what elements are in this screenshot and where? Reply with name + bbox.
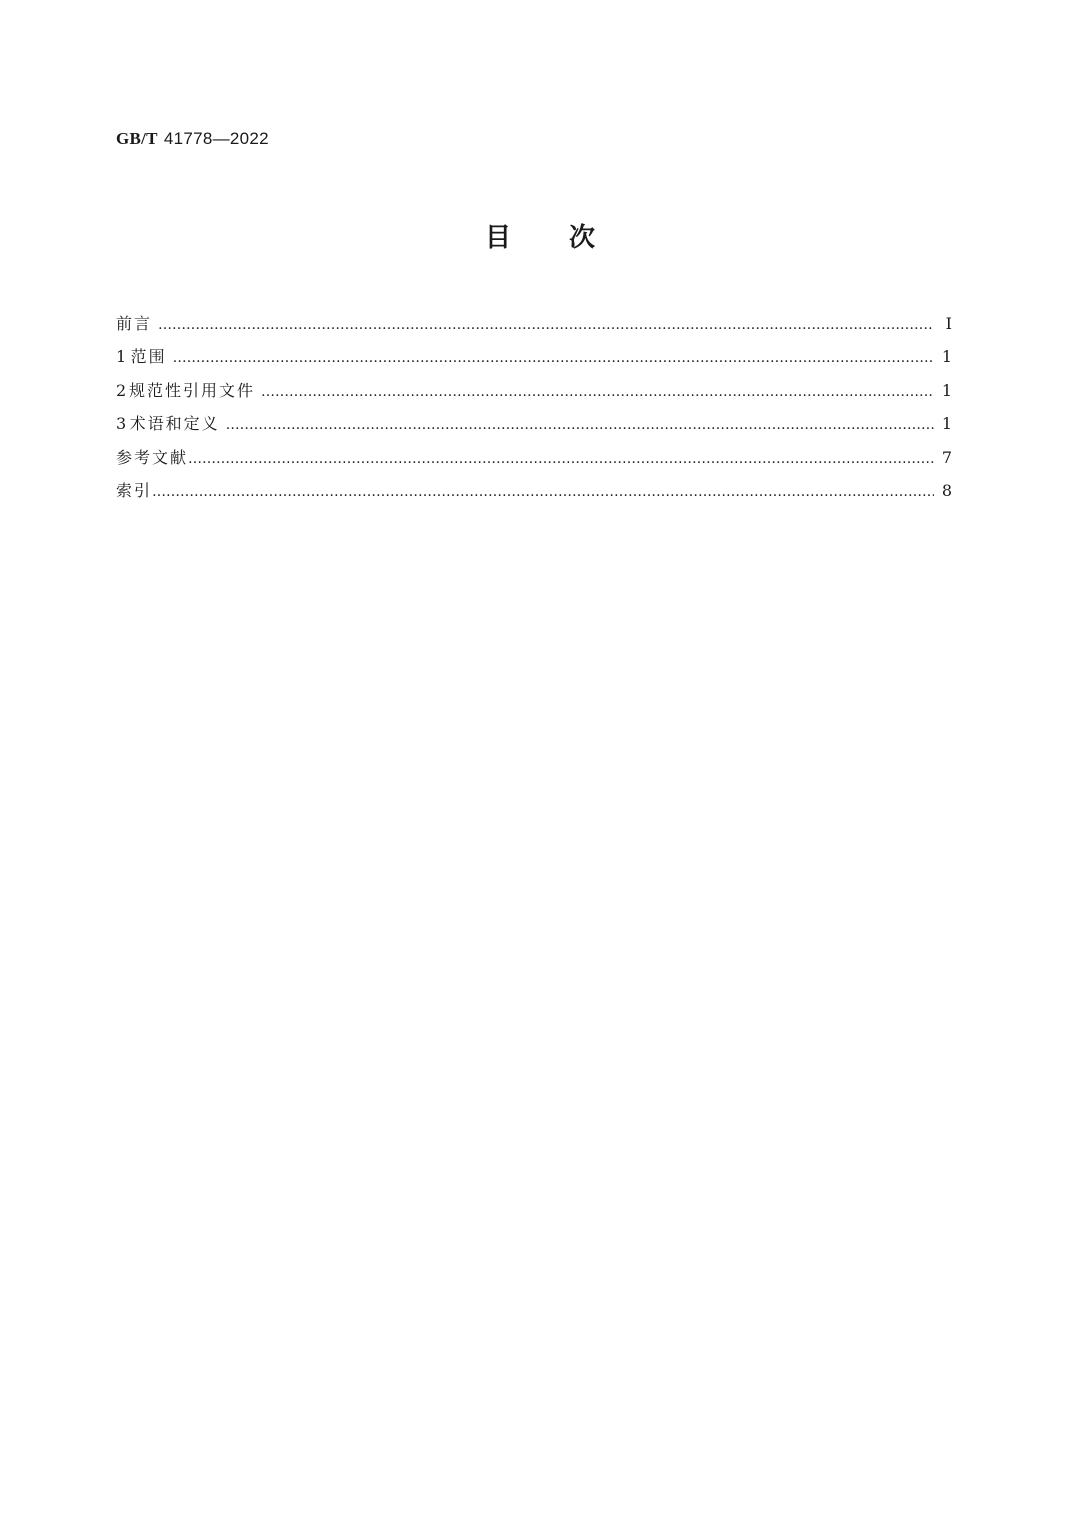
toc-entry-page: 1 (941, 380, 952, 400)
toc-entry-number: 1 (116, 347, 127, 367)
toc-entry-index[interactable] (116, 477, 952, 510)
toc-entry-label: 前言 (116, 314, 153, 333)
toc-leader-dots (152, 478, 934, 506)
toc-entry-foreword[interactable] (116, 310, 952, 343)
toc-entry-scope[interactable] (116, 343, 952, 376)
toc-entry-label: 术语和定义 (129, 414, 220, 434)
standard-prefix: GB/T (116, 129, 158, 148)
toc-entry-normative-references[interactable] (116, 377, 952, 410)
toc-title (0, 220, 1080, 256)
toc-entry-page: 1 (941, 347, 952, 367)
toc-leader-dots (188, 445, 934, 473)
toc-entry-label: 范围 (130, 347, 167, 367)
toc-entry-number: 2 (116, 380, 127, 400)
toc-entry-label: 参考文献 (116, 447, 189, 467)
toc-title-char-2: 次 (569, 223, 596, 253)
toc-title-char-1: 目 (484, 223, 511, 253)
toc-leader-dots (261, 378, 934, 406)
toc-entry-page: 8 (941, 480, 952, 500)
toc-entry-number: 3 (116, 414, 127, 434)
toc-entry-label: 规范性引用文件 (128, 380, 255, 400)
standard-code (116, 128, 269, 150)
toc-entry-terms-definitions[interactable] (116, 410, 952, 443)
table-of-contents (116, 310, 952, 510)
toc-leader-dots (173, 344, 934, 372)
toc-entry-page: 1 (941, 414, 952, 434)
toc-entry-bibliography[interactable] (116, 444, 952, 477)
toc-leader-dots (158, 311, 934, 339)
toc-entry-page: Ⅰ (945, 314, 952, 333)
toc-leader-dots (226, 411, 934, 439)
standard-number: 41778—2022 (163, 129, 269, 148)
toc-entry-label: 索引 (116, 480, 153, 500)
toc-entry-page: 7 (941, 447, 952, 467)
